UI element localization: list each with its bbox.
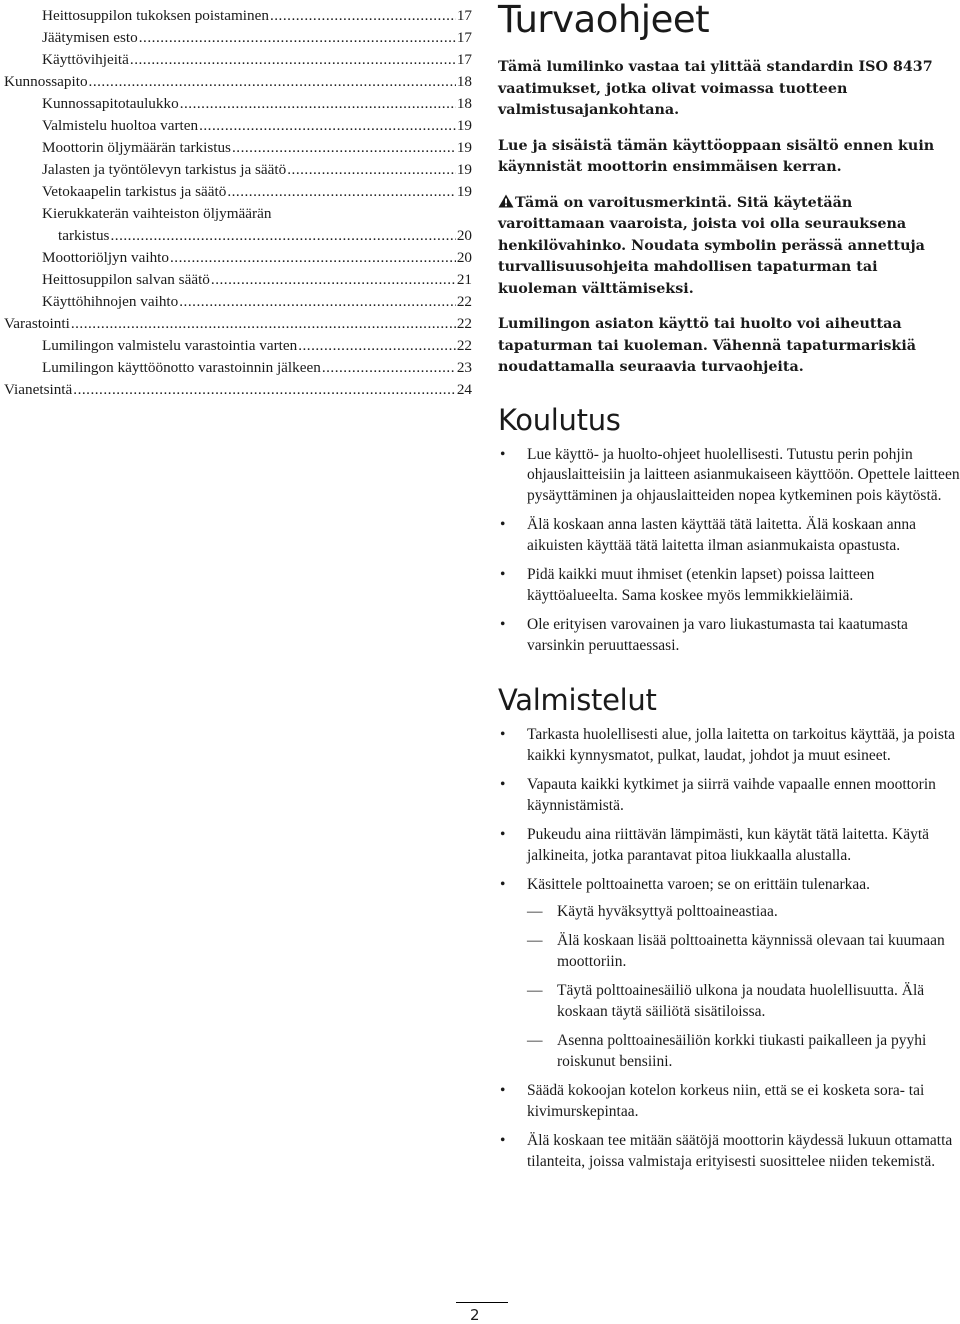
warning-triangle-icon bbox=[498, 194, 514, 208]
toc-entry-title: Heittosuppilon tukoksen poistaminen bbox=[42, 7, 269, 24]
toc-entry[interactable] bbox=[4, 136, 472, 158]
toc-entry-title: Käyttöhihnojen vaihto bbox=[42, 293, 179, 310]
fuel-sublist bbox=[527, 902, 960, 1073]
list-item-text: Ole erityisen varovainen ja varo liukastumasta tai kaatumasta varsinkin peruuttaessasi. bbox=[527, 616, 908, 654]
toc-entry[interactable] bbox=[4, 26, 472, 48]
list-item-text: Vapauta kaikki kytkimet ja siirrä vaihde vapaalle ennen moottorin käynnistämistä. bbox=[527, 776, 936, 814]
safety-improper-use-paragraph: Lumilingon asiaton käyttö tai huolto voi aiheuttaa tapaturman tai kuoleman. Vähennä tapaturmariskiä noudattamalla seuraavia turvaohjeita. bbox=[498, 316, 917, 375]
toc-entry[interactable] bbox=[4, 92, 472, 114]
preparation-list bbox=[498, 725, 960, 1172]
toc-entry[interactable] bbox=[4, 246, 472, 268]
sublist-item-text: Asenna polttoainesäiliön korkki tiukasti paikalleen ja pyyhi roiskunut bensiini. bbox=[557, 1032, 927, 1070]
warning-paragraph-text: Tämä on varoitusmerkintä. Sitä käytetään varoittamaan vaaroista, joista voi olla seurauksena henkilövahinko. Noudata symbolin perässä annettuja turvallisuusohjeita mahdollisen tapaturman tai kuoleman välttämiseksi. bbox=[498, 194, 925, 297]
sublist-item-text: Käytä hyväksyttyä polttoaineastiaa. bbox=[557, 902, 778, 920]
toc-entry-title: Vetokaapelin tarkistus ja säätö bbox=[42, 183, 227, 200]
list-item-text: Säädä kokoojan kotelon korkeus niin, että se ei kosketa sora- tai kivimurskepintaa. bbox=[527, 1082, 925, 1120]
toc-leader-dots bbox=[179, 292, 456, 312]
safety-standard-paragraph: Tämä lumilinko vastaa tai ylittää standardin ISO 8437 vaatimukset, jotka olivat voimassa tuotteen valmistusajankohtana. bbox=[498, 59, 933, 118]
list-item bbox=[498, 725, 960, 766]
list-item-text: Älä koskaan tee mitään säätöjä moottorin käydessä lukuun ottamatta tilanteita, joissa valmistaja erityisesti suosittelee niiden tekemistä. bbox=[527, 1132, 953, 1170]
list-item-text: Pukeudu aina riittävän lämpimästi, kun käytät tätä laitetta. Käytä jalkineita, jotka parantavat pitoa liukkaalla alustalla. bbox=[527, 826, 930, 864]
toc-entry[interactable] bbox=[4, 268, 472, 290]
toc-entry-page: 22 bbox=[456, 337, 472, 354]
toc-entry-title: Valmistelu huoltoa varten bbox=[42, 117, 199, 134]
list-item bbox=[498, 875, 960, 1072]
toc-leader-dots bbox=[270, 6, 456, 26]
list-item bbox=[498, 515, 960, 556]
bullet-icon: • bbox=[500, 516, 506, 533]
training-heading: Koulutus bbox=[498, 402, 621, 437]
bullet-icon: • bbox=[500, 1132, 506, 1149]
toc-entry-first-line[interactable] bbox=[4, 202, 472, 224]
toc-entry-page: 20 bbox=[456, 249, 472, 266]
toc-section-page: 18 bbox=[456, 73, 472, 90]
page-number-rule bbox=[456, 1302, 508, 1303]
toc-section[interactable] bbox=[4, 378, 472, 400]
toc-leader-dots bbox=[199, 116, 456, 136]
training-list bbox=[498, 445, 960, 657]
toc-leader-dots bbox=[322, 358, 456, 378]
bullet-icon: • bbox=[500, 566, 506, 583]
toc-leader-dots bbox=[180, 94, 456, 114]
toc-entry-page: 17 bbox=[456, 7, 472, 24]
toc-entry[interactable] bbox=[4, 290, 472, 312]
toc-section-title: Kunnossapito bbox=[4, 73, 88, 90]
list-item bbox=[498, 775, 960, 816]
toc-section-title: Vianetsintä bbox=[4, 381, 73, 398]
toc-entry-title: Käyttövihjeitä bbox=[42, 51, 129, 68]
toc-entry-page: 23 bbox=[456, 359, 472, 376]
toc-leader-dots bbox=[227, 182, 456, 202]
safety-heading: Turvaohjeet bbox=[498, 0, 710, 41]
toc-section-page: 24 bbox=[456, 381, 472, 398]
list-item bbox=[498, 825, 960, 866]
toc-entry-page: 19 bbox=[456, 161, 472, 178]
toc-leader-dots bbox=[71, 314, 456, 334]
safety-read-manual-paragraph: Lue ja sisäistä tämän käyttöoppaan sisältö ennen kuin käynnistät moottorin ensimmäisen kerran. bbox=[498, 137, 935, 175]
toc-leader-dots bbox=[211, 270, 456, 290]
bullet-icon: • bbox=[500, 876, 506, 893]
right-column bbox=[498, 0, 960, 1181]
toc-section[interactable] bbox=[4, 70, 472, 92]
dash-icon: — bbox=[527, 932, 543, 949]
list-item bbox=[498, 445, 960, 507]
toc-entry[interactable] bbox=[4, 158, 472, 180]
toc-entry[interactable] bbox=[4, 180, 472, 202]
toc-entry[interactable] bbox=[4, 114, 472, 136]
toc-section[interactable] bbox=[4, 312, 472, 334]
toc-entry-page: 19 bbox=[456, 139, 472, 156]
sublist-item bbox=[527, 1031, 960, 1072]
bullet-icon: • bbox=[500, 826, 506, 843]
toc-leader-dots bbox=[130, 50, 456, 70]
toc-leader-dots bbox=[139, 28, 456, 48]
toc-leader-dots bbox=[287, 160, 456, 180]
safety-warning-paragraph bbox=[498, 193, 960, 301]
dash-icon: — bbox=[527, 902, 543, 920]
toc-entry-page: 21 bbox=[456, 271, 472, 288]
toc-entry-continuation[interactable] bbox=[4, 224, 472, 246]
toc-leader-dots bbox=[298, 336, 456, 356]
toc-entry[interactable] bbox=[4, 48, 472, 70]
list-item-text: Älä koskaan anna lasten käyttää tätä laitetta. Älä koskaan anna aikuisten käyttää tätä laitetta ilman asianmukaista opastusta. bbox=[527, 516, 917, 554]
toc-section-page: 22 bbox=[456, 315, 472, 332]
bullet-icon: • bbox=[500, 776, 506, 793]
list-item bbox=[498, 1131, 960, 1172]
list-item bbox=[498, 615, 960, 656]
sublist-item bbox=[527, 902, 960, 923]
toc-entry-page: 20 bbox=[456, 227, 472, 244]
sublist-item bbox=[527, 931, 960, 972]
bullet-icon: • bbox=[500, 616, 506, 633]
bullet-icon: • bbox=[500, 1082, 506, 1099]
sublist-item-text: Älä koskaan lisää polttoainetta käynnissä olevaan tai kuumaan moottoriin. bbox=[557, 932, 945, 970]
dash-icon: — bbox=[527, 1032, 543, 1049]
toc-entry-title: Jäätymisen esto bbox=[42, 29, 138, 46]
toc-entry-title: Heittosuppilon salvan säätö bbox=[42, 271, 210, 288]
toc-entry-title-continued: tarkistus bbox=[58, 227, 110, 244]
toc-entry[interactable] bbox=[4, 356, 472, 378]
toc-entry-title: Kunnossapitotaulukko bbox=[42, 95, 179, 112]
toc-leader-dots bbox=[73, 380, 456, 400]
toc-leader-dots bbox=[170, 248, 456, 268]
preparation-heading: Valmistelut bbox=[498, 683, 657, 717]
toc-entry-title: Kierukkaterän vaihteiston öljymäärän bbox=[42, 205, 272, 222]
toc-entry-page: 19 bbox=[456, 117, 472, 134]
toc-entry[interactable] bbox=[4, 334, 472, 356]
toc-section-title: Varastointi bbox=[4, 315, 70, 332]
toc-entry-page: 17 bbox=[456, 51, 472, 68]
page-number: 2 bbox=[470, 1306, 480, 1324]
list-item-text: Pidä kaikki muut ihmiset (etenkin lapset) poissa laitteen käyttöalueelta. Sama koskee myös lemmikkieläimiä. bbox=[527, 566, 875, 604]
sublist-item-text: Täytä polttoainesäiliö ulkona ja noudata huolellisuutta. Älä koskaan täytä säiliötä sisätiloissa. bbox=[557, 982, 925, 1020]
toc-entry-page: 22 bbox=[456, 293, 472, 310]
toc-entry-title: Lumilingon valmistelu varastointia varten bbox=[42, 337, 298, 354]
toc-entry-title: Moottoriöljyn vaihto bbox=[42, 249, 169, 266]
table-of-contents bbox=[4, 4, 472, 400]
toc-leader-dots bbox=[110, 226, 455, 246]
toc-entry-page: 19 bbox=[456, 183, 472, 200]
toc-entry-title: Jalasten ja työntölevyn tarkistus ja säätö bbox=[42, 161, 287, 178]
list-item-text: Tarkasta huolellisesti alue, jolla laitetta on tarkoitus käyttää, ja poista kaikki kynnysmatot, pulkat, laudat, johdot ja muut esineet. bbox=[527, 726, 956, 764]
list-item bbox=[498, 1081, 960, 1122]
toc-leader-dots bbox=[232, 138, 456, 158]
toc-entry-title: Lumilingon käyttöönotto varastoinnin jälkeen bbox=[42, 359, 321, 376]
dash-icon: — bbox=[527, 982, 543, 999]
bullet-icon: • bbox=[500, 726, 506, 743]
list-item-text: Lue käyttö- ja huolto-ohjeet huolellisesti. Tutustu perin pohjin ohjauslaitteisiin ja laitteen asianmukaiseen käyttöön. Opettele laitteen pysäyttäminen ja ohjauslaitteiden nopea kytkeminen pois käytöstä. bbox=[527, 445, 960, 504]
list-item bbox=[498, 565, 960, 606]
toc-leader-dots bbox=[89, 72, 456, 92]
list-item-text: Käsittele polttoainetta varoen; se on erittäin tulenarkaa. bbox=[527, 876, 871, 893]
toc-entry-title: Moottorin öljymäärän tarkistus bbox=[42, 139, 231, 156]
toc-entry[interactable] bbox=[4, 4, 472, 26]
toc-entry-page: 18 bbox=[456, 95, 472, 112]
toc-entry-page: 17 bbox=[456, 29, 472, 46]
sublist-item bbox=[527, 981, 960, 1022]
bullet-icon: • bbox=[500, 445, 506, 463]
